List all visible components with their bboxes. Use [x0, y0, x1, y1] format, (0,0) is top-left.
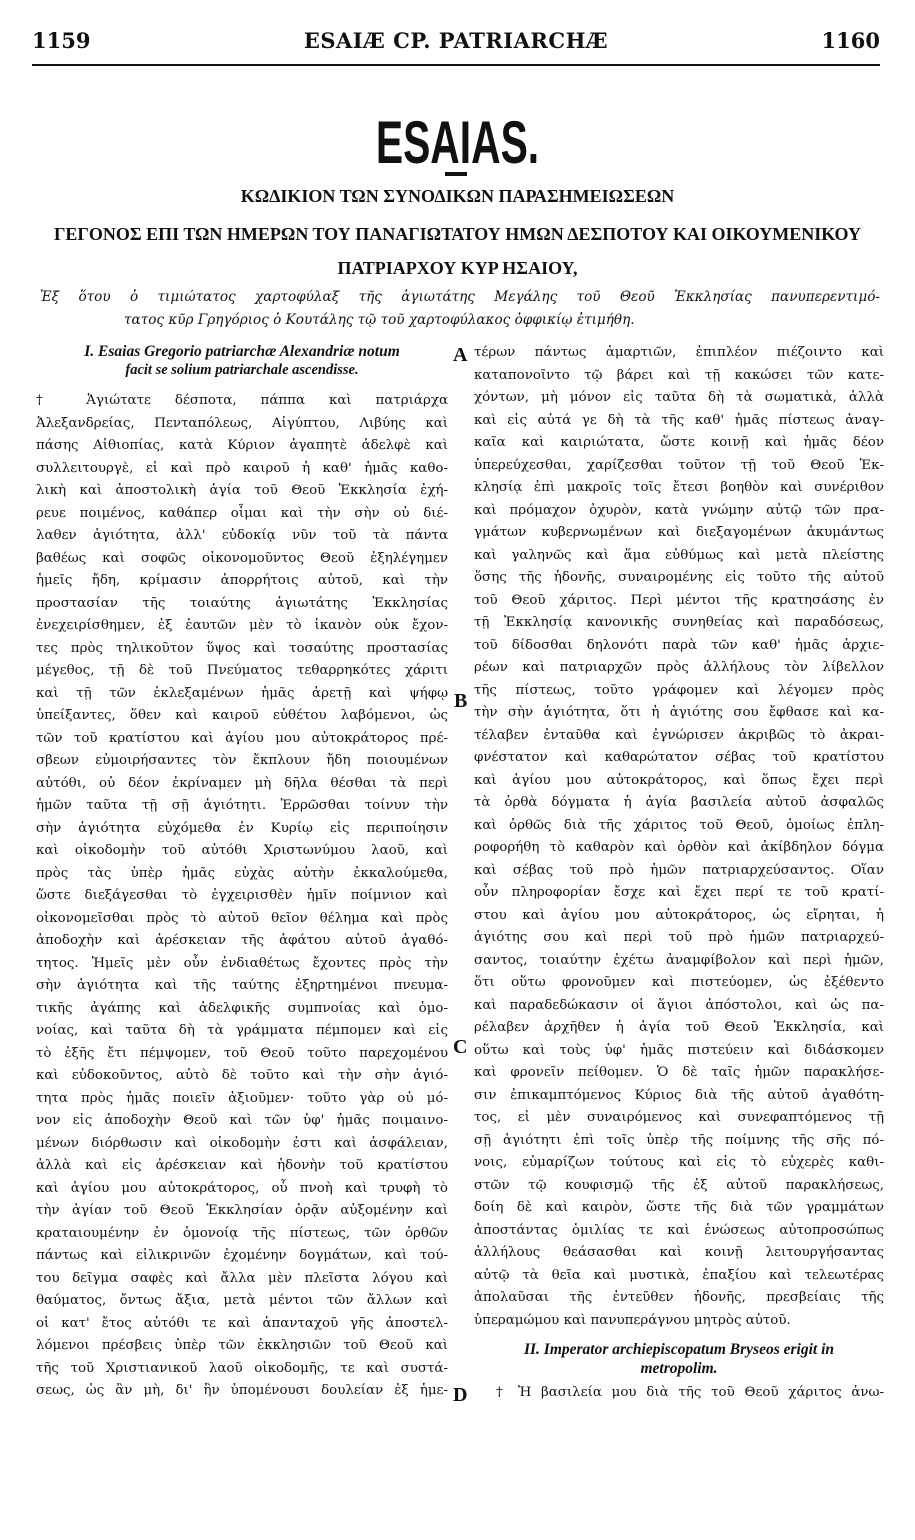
right-column-line: καὶ εἰς αὐτά γε δὴ τὰ τῆς καθ' ἡμᾶς πίστεως ἀναγ- [474, 412, 884, 428]
left-column-line: του δεῖγμα σαφὲς καὶ ἄλλα μὲν πλεῖστα λόγου καὶ [36, 1270, 448, 1286]
right-column-line: τέρων πάντως ἁμαρτιῶν, ἐπιπλέον πιέζοιντο καὶ [474, 345, 884, 360]
right-column-line: τέλαβεν ἐνταῦθα καὶ ἐγνώρισεν ἀκριβῶς τὸ ἀκραι- [474, 727, 884, 743]
left-column-line: ἀποδοχὴν καὶ ἀρέσκειαν τῆς ἀφάτου αὐτοῦ ἀγαθό- [36, 933, 448, 948]
left-column-line: νον εἰς ἀποδοχὴν Θεοῦ καὶ τῶν ὑφ' ἡμᾶς ποιμαινο- [36, 1113, 448, 1128]
right-column-line: σῇ ἁγιότητι ἐπὶ τοῖς ὑπὲρ τῆς ποίμνης τῆς σῆς πό- [474, 1132, 884, 1148]
left-column-line: ὑπείξαντες, ὅθεν καὶ καιροῦ εὐθέτου λαβόμενοι, ὡς [36, 708, 448, 723]
right-column-line: τῆς πίστεως, τοῦτο γράφομεν καὶ λέγομεν πρὸς [474, 682, 884, 698]
title-rule [445, 172, 467, 176]
left-column-line: κραταιουμένην ἐν ὁμονοίᾳ τῆς πίστεως, τῶν ὀρθῶν [36, 1225, 448, 1241]
right-column-line: ρέων καὶ πατριαρχῶν πρὸς ἀλλήλους τὸν λίβελλον [474, 660, 884, 675]
right-column-line: καὶ φρονεῖν πείθομεν. Ὁ δὲ ταῖς ἡμῶν παρακλήσε- [474, 1065, 884, 1080]
left-column-line: ἡμῶν ταῦτα τῇ σῇ ἁγιότητι. Ἐρρῶσθαι τοίνυν τὴν [36, 798, 448, 813]
right-column-line: ἀποστάντας ὁμιλίας τε καὶ ἑνώσεως αὐτοπροσώπως [474, 1222, 884, 1238]
left-column-line: τῶν τοῦ κρατίστου καὶ ἁγίου μου αὐτοκράτορος πρέ- [36, 730, 448, 746]
subtitle-2: ΓΕΓΟΝΟΣ ΕΠΙ ΤΩΝ ΗΜΕΡΩΝ ΤΟΥ ΠΑΝΑΓΙΩΤΑΤΟΥ ΗΜΩΝ ΔΕΣΠΟΤΟΥ ΚΑΙ ΟΙΚΟΥΜΕΝΙΚΟΥ [53, 224, 862, 244]
left-column-line: τες πρὸς τηλικοῦτον ὕψος καὶ τοσαύτης προστασίας [36, 640, 448, 656]
section-heading-1a: I. Esaias Gregorio patriarchæ Alexandriæ notum [84, 343, 400, 360]
right-column-line: καὶ σέβας τοῦ πρὸ ἡμῶν πατριαρχεύσαντος. Οἵαν [474, 862, 884, 878]
left-column-line: καὶ ἁγίου μου αὐτοκράτορος, οὗ πνοὴ καὶ τρυφὴ τὸ [36, 1180, 448, 1196]
right-column-line: καὶ ὀρθῶς διὰ τῆς χάριτος τοῦ Θεοῦ, ὁμοίως ἐπλη- [474, 817, 884, 833]
page-number-right: 1160 [821, 28, 880, 53]
left-column-line: τὸ ἑξῆς ἔτι πέμψομεν, τοῦ Θεοῦ τοῦτο παρεχομένου [36, 1045, 448, 1061]
left-column-line: μέγεθος, τῇ δὲ τοῦ Πνεύματος τεθαρρηκότες χάριτι [36, 663, 448, 678]
right-column-final-line: † Ἡ βασιλεία μου διὰ τῆς τοῦ Θεοῦ χάριτος ἀνω- [496, 1385, 884, 1400]
subtitle-3: ΠΑΤΡΙΑΡΧΟΥ ΚΥΡ ΗΣΑΙΟΥ, [337, 258, 578, 278]
right-column-line: τος, εἰ μὲν συναιρόμενος καὶ συνεφαπτόμενος τῇ [474, 1110, 884, 1125]
right-column-text [474, 342, 884, 1332]
right-column-line: ρέλαβεν ἀρχῆθεν ἡ ἁγία τοῦ Θεοῦ Ἐκκλησία, καὶ [474, 1020, 884, 1035]
left-column-line: πρὸς τὰς ὑπὲρ ἡμᾶς εὐχὰς αὐτὴν ἐκκαλούμεθα, [36, 865, 448, 881]
left-column-line: θαύματος, ὄντως ἄξια, μετὰ μέντοι τῶν ἄλλων καὶ [36, 1293, 448, 1308]
left-column-line: οἰκονομεῖσθαι πρὸς τὸ αὐτοῦ θεῖον θέλημα καὶ πρὸς [36, 910, 448, 926]
left-column-line: τητα πρὸς ἡμᾶς ποιεῖν ἀξιοῦμεν· τοῦτο γὰρ οὐ μό- [36, 1090, 448, 1106]
left-column-line: σὴν ἁγιότητα καὶ τῆς ταύτης ἐξηρτημένοι πνευμα- [36, 978, 448, 993]
left-column-line: ὥστε διεξάγεσθαι τὸ ἐγχειρισθὲν ἡμῖν ποίμνιον καὶ [36, 888, 448, 903]
left-column-line: ρευε ποιμένος, καθάπερ οἶμαι καὶ τὴν σὴν οὐ διέ- [36, 505, 448, 521]
right-column-line: σαντος, τοιαύτην ἐχέτω ἀναμφίβολον καὶ περὶ ἡμῶν, [474, 952, 884, 968]
intro-paragraph [40, 286, 880, 332]
right-column-line: καὶ παραδεδώκασιν οἱ ἅγιοι ἀπόστολοι, καὶ ὡς πα- [474, 997, 884, 1013]
left-column-line: τὴν ἁγίαν τοῦ Θεοῦ Ἐκκλησίαν ὁρᾷν αὐξομένην καὶ [36, 1203, 448, 1218]
left-column-line: αὐτόθι, οὐ δέον ἐκρίναμεν μὴ δῆλα θέσθαι τὰ περὶ [36, 775, 448, 791]
left-column-line: καὶ οἰκοδομὴν τοῦ αὐτόθι Χριστωνύμου λαοῦ, καὶ [36, 843, 448, 858]
left-column-line: σβεων εὐμοιρήσαντες τὸν ἔκπλουν ἤδη ποιουμένων [36, 753, 448, 768]
right-column-line: σιν ἐπικαμπτόμενος Κύριος διὰ τῆς αὐτοῦ ἀγαθότη- [474, 1087, 884, 1103]
left-column-line: τητος. Ἡμεῖς μὲν οὖν ἐνδιαθέτως ἔχοντες πρὸς τὴν [36, 955, 448, 971]
left-column [36, 342, 448, 1403]
section-heading-1b: facit se solium patriarchale ascendisse. [125, 362, 359, 378]
running-title: ESAIÆ CP. PATRIARCHÆ [303, 28, 609, 53]
left-column-line: προστασίαν τῆς τοιαύτης ἁγιωτάτης Ἐκκλησίας [36, 595, 448, 611]
left-column-line: νοίας, καὶ ταῦτα δὴ τὰ γράμματα πέμπομεν καὶ εἰς [36, 1023, 448, 1038]
right-column-line: νοις, εὐμαρίζων τούτους καὶ εἰς τὸ εὐχερὲς καθι- [474, 1155, 884, 1170]
intro-line-1: Ἐξ ὅτου ὁ τιμιώτατος χαρτοφύλαξ τῆς ἁγιωτάτης Μεγάλης τοῦ Θεοῦ Ἐκκλησίας πανυπερεντιμό- [40, 289, 880, 305]
right-column-line: στου καὶ ἁγίου μου αὐτοκράτορος, ὡς εἴρηται, ἡ [474, 907, 884, 923]
left-column-line: καὶ τῇ τῶν ἐκλεξαμένων ἡμᾶς ἀρετῇ καὶ ψήφῳ [36, 685, 448, 701]
right-column-line: καὶ πρόμαχον ὀχυρὸν, κατὰ γνώμην αὐτῷ τῶν πρα- [474, 502, 884, 518]
margin-letter-b: B [454, 690, 468, 712]
left-column-line: τῆς τοῦ Χριστιανικοῦ λαοῦ οἰκοδομῆς, τε καὶ συστά- [36, 1360, 448, 1376]
right-column-line: τὴν σὴν ἁγιότητα, ὅτι ἡ ἁγιότης σου ἔφθασε καὶ κα- [474, 705, 884, 720]
left-column-line: μένων διόρθωσιν καὶ οἰκοδομὴν ἐστι καὶ ἀσφάλειαν, [36, 1135, 448, 1151]
right-column-line: τοῦ δίδοσθαι δηλονότι παρὰ τῶν καθ' ἡμᾶς ἀρχιε- [474, 637, 884, 653]
right-column-line: οὕτω καὶ τοὺς ὑφ' ἡμᾶς πιστεύειν καὶ διδάσκομεν [474, 1042, 884, 1058]
left-column-line: † Ἁγιώτατε δέσποτα, πάππα καὶ πατριάρχα [36, 393, 448, 408]
right-column-line: κλησίᾳ ἐπὶ μακροῖς τοῖς ἔτεσι βοηθὸν καὶ συνέριθον [474, 480, 884, 495]
right-column-line: φνέστατον καὶ καθαρώτατον σέβας τοῦ κρατίστου [474, 750, 884, 765]
section-heading-2b: metropolim. [640, 1360, 718, 1377]
page-title: ESAIAS. [375, 109, 540, 176]
right-column-line: αὐτῷ τὰ θεῖα καὶ μυστικὰ, ἐπαξίου καὶ τελεωτέρας [474, 1267, 884, 1283]
right-column-line: ροφορήθη τὸ καθαρὸν καὶ ὀρθὸν καὶ ἀκίβδηλον δόγμα [474, 840, 884, 855]
right-column-line: καῖα καὶ καιριώτατα, ὥστε κοινῇ καὶ ἡμᾶς δέον [474, 435, 884, 450]
left-column-line: οἱ κατ' ἔτος αὐτόθι τε καὶ ἁπανταχοῦ γῆς ἀποστελ- [36, 1315, 448, 1331]
right-column-line: καὶ γαληνῶς καὶ ἅμα εὐθύμως καὶ μετὰ πλείστης [474, 547, 884, 563]
left-column-line: λικὴ καὶ ἀποστολικὴ ἁγία τοῦ Θεοῦ Ἐκκλησία ἐχή- [36, 483, 448, 498]
right-column-line: ἀπολαῦσαι τῆς ἐντεῦθεν ἡδονῆς, πρεσβείαις τῆς [474, 1290, 884, 1305]
right-column-line: ἀλλήλους θεάσασθαι καὶ κοινῇ λειτουργήσαντας [474, 1245, 884, 1260]
left-column-line: ἐνεχειρίσθημεν, ἐξ ἑαυτῶν μὲν τὸ ἱκανὸν οὐκ ἔχον- [36, 618, 448, 633]
left-column-line: καὶ εὐδοκοῦντος, αὐτὸ δὲ τοῦτο καὶ τὴν σὴν ἁγιό- [36, 1068, 448, 1083]
left-column-line: λαθεν ἁγιότητα, ἀλλ' εὐδοκίᾳ νῦν τοῦ τὰ πάντα [36, 528, 448, 543]
left-column-line: πάντως καὶ εἰλικρινῶν ἐχομένην δογμάτων, καὶ τού- [36, 1248, 448, 1263]
left-column-line: τικῆς ἀγάπης καὶ ἀδελφικῆς συμπνοίας καὶ ὁμο- [36, 1000, 448, 1016]
margin-letter-d: D [453, 1384, 468, 1406]
running-head [32, 28, 880, 58]
left-column-line: σὴν ἁγιότητα εὐχόμεθα ἐν Κυρίῳ εἰς περιποίησιν [36, 820, 448, 836]
left-column-line: συλλειτουργὲ, εἰ καὶ πρὸ καιροῦ ἡ καθ' ἡμᾶς καθο- [36, 460, 448, 476]
left-column-line: ἡμεῖς ἤδη, κρίμασιν ἀπορρήτοις αὐτοῦ, καὶ τὴν [36, 573, 448, 588]
intro-line-2: τατος κῦρ Γρηγόριος ὁ Κουτάλης τῷ τοῦ χαρτοφύλακος ὀφφικίῳ ἐτιμήθη. [124, 312, 635, 328]
right-column-line: τοῦ Θεοῦ χάριτος. Περὶ μέντοι τῆς κρατησάσης ἐν [474, 592, 884, 608]
right-column-line: τῇ Ἐκκλησίᾳ κανονικῆς συνηθείας καὶ παραδόσεως, [474, 615, 884, 630]
right-column-line: γμάτων κυβερνωμένων καὶ διεξαγομένων ἀκυμάντως [474, 525, 884, 540]
section-heading-2a: II. Imperator archiepiscopatum Bryseos erigit in [523, 1341, 835, 1358]
right-column-line: καταπονοῖντο τῷ βάρει καὶ τῇ κακώσει τῶν κατε- [474, 367, 884, 383]
margin-letter-c: C [453, 1036, 468, 1058]
right-column-line: ἁγιότης σου καὶ περὶ τοῦ πρὸ ἡμῶν πατριαρχεύ- [474, 930, 884, 945]
right-column-line: στῶν τῷ κουφισμῷ τῆς ἐξ αὐτοῦ παρακλήσεως, [474, 1177, 884, 1193]
left-column-line: πάσης Αἰθιοπίας, κατὰ Κύριον ἀγαπητὲ ἀδελφὲ καὶ [36, 438, 448, 453]
right-column-line: χόντων, μὴ μόνον εἰς ταῦτα δὴ τὰ σωματικὰ, ἀλλὰ [474, 390, 884, 405]
right-column-line: ὑπεραμώμου καὶ πανυπεράγνου μητρὸς αὐτοῦ. [474, 1312, 791, 1328]
right-column-line: δοίη δὲ καὶ καιρὸν, ὥστε τῆς διὰ τῶν γραμμάτων [474, 1200, 884, 1215]
right-column-line: ὅσης τῆς ἡδονῆς, συναιρομένης εἰς τοῦτο τῆς αὐτοῦ [474, 570, 884, 585]
margin-letter-a: A [453, 344, 468, 366]
left-column-line: σεως, ὡς ἂν μὴ, δι' ἣν ὑπομένουσι δουλείαν ἐξ ἡμε- [36, 1383, 448, 1398]
right-column-line: ὑπερεύχεσθαι, χαρίζεσθαι τοῦτον τῇ τοῦ Θεοῦ Ἐκ- [474, 457, 884, 473]
left-column-line: βαθέως καὶ σοφῶς οἰκονομοῦντος Θεοῦ ἐξηλέγημεν [36, 550, 448, 566]
page-number-left: 1159 [32, 28, 91, 53]
subtitle-1: ΚΩΔΙΚΙΟΝ ΤΩΝ ΣΥΝΟΔΙΚΩΝ ΠΑΡΑΣΗΜΕΙΩΣΕΩΝ [240, 186, 675, 206]
left-column-line: ἀλλὰ καὶ εἰς ἀρέσκειαν καὶ ἡδονὴν τοῦ κρατίστου [36, 1158, 448, 1173]
left-column-line: λόμενοι πρέσβεις ὑπὲρ τῶν ἐκκλησιῶν τοῦ Θεοῦ καὶ [36, 1338, 448, 1353]
left-column-line: Ἀλεξανδρείας, Πενταπόλεως, Αἰγύπτου, Λιβύης καὶ [36, 415, 448, 431]
right-column-line: καὶ ἁγίου μου αὐτοκράτορος, καὶ ὅπως ἔχει περὶ [474, 772, 884, 788]
header-rule [32, 64, 880, 66]
right-column-line: τὰ ὀρθὰ δόγματα ἡ ἁγία βασιλεία αὐτοῦ ἀσφαλῶς [474, 795, 884, 810]
left-column-text [36, 390, 448, 1403]
right-column-line: οὖν πληροφορίαν ἔσχε καὶ ἔχει περί τε τοῦ κρατί- [474, 885, 884, 900]
right-column [474, 342, 884, 1405]
right-column-line: ὅτι οὕτω φρονοῦμεν καὶ πιστεύομεν, ὡς ἐξέθεντο [474, 975, 884, 990]
